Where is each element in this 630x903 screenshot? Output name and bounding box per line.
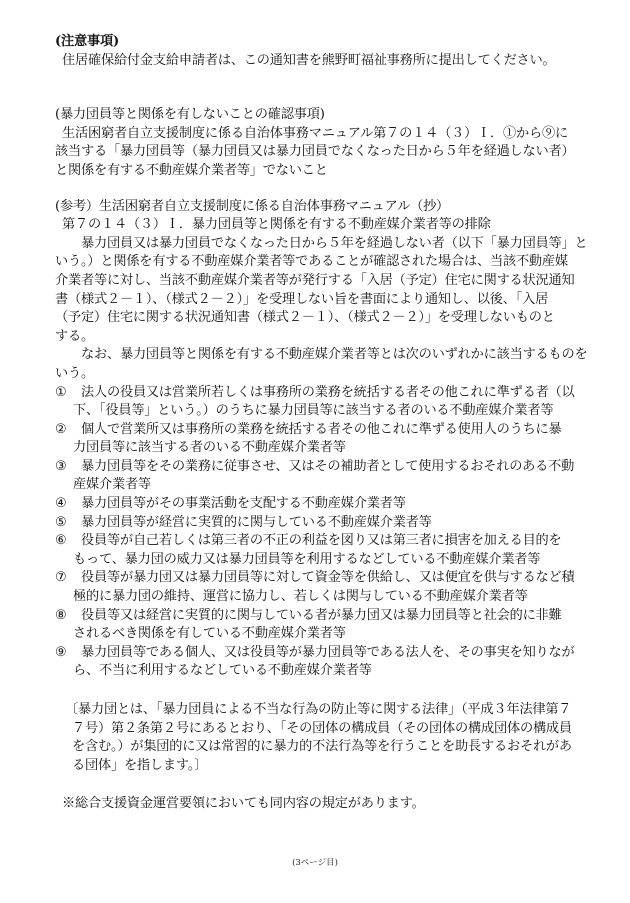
confirmation-line: 生活困窮者自立支援制度に係る自治体事務マニュアル第７の１４（３）Ｉ．①から⑨に	[62, 125, 568, 141]
criteria-list	[55, 384, 585, 682]
definition-line: る団体」を指します。〕	[72, 757, 208, 773]
list-item: ④ 暴力団員等がその事業活動を支配する不動産媒介業者等	[55, 496, 406, 512]
paragraph-line: 介業者等に対し、当該不動産媒介業者等が発行する「入居（予定）住宅に関する状況通知	[55, 272, 575, 288]
list-item: ⑦ 役員等が暴力団又は暴力団員等に対して資金等を供給し、又は便宜を供与するなど積	[55, 570, 575, 586]
list-item-continuation: 極的に暴力団の維持、運営に協力し、若しくは関与している不動産媒介業者等	[73, 589, 528, 605]
definition-line: を含む。）が集団的に又は常習的に暴力的不法行為等を行うことを助長するおそれがあ	[72, 739, 572, 755]
paragraph-line: 暴力団員又は暴力団員でなくなった日から５年を経過しない者（以下「暴力団員等」と	[81, 235, 588, 251]
section-title: 第７の１４（３）Ｉ．暴力団員等と関係を有する不動産媒介業者等の排除	[62, 217, 491, 233]
notice-body: 住居確保給付金支給申請者は、この通知書を熊野町福祉事務所に提出してください。	[62, 52, 556, 68]
list-item: ② 個人で営業所又は事務所の業務を統括する者その他これに準ずる使用人のうちに暴	[55, 421, 562, 437]
list-item-continuation: 力団員等に該当する者のいる不動産媒介業者等	[73, 440, 346, 456]
list-item-continuation: 産媒介業者等	[73, 477, 151, 493]
paragraph-line: 書（様式２－１）、（様式２－２）」を受理しない旨を書面により通知し、以後、「入居	[55, 291, 549, 307]
note-text: ※総合支援資金運営要領においても同内容の規定があります。	[62, 796, 425, 812]
list-item-continuation: 下、「役員等」という。）のうちに暴力団員等に該当する者のいる不動産媒介業者等	[73, 403, 554, 419]
page-number: (3ページ目)	[292, 858, 338, 868]
list-item: ⑨ 暴力団員等である個人、又は役員等が暴力団員等である法人を、その事実を知りなが	[55, 644, 575, 660]
reference-heading: (参考）生活困窮者自立支援制度に係る自治体事務マニュアル（抄）	[55, 198, 450, 214]
confirmation-line: 該当する「暴力団員等（暴力団員又は暴力団員でなくなった日から５年を経過しない者）	[55, 144, 575, 160]
definition-line: ７号）第２条第２号にあるとおり、「その団体の構成員（その団体の構成団体の構成員	[72, 720, 572, 736]
list-item: ⑧ 役員等又は経営に実質的に関与している者が暴力団又は暴力団員等と社会的に非難	[55, 607, 562, 623]
list-item: ③ 暴力団員等をその業務に従事させ、又はその補助者として使用するおそれのある不動	[55, 458, 575, 474]
list-item: ① 法人の役員又は営業所若しくは事務所の業務を統括する者その他これに準ずる者（以	[55, 384, 575, 400]
paragraph-line: いう。	[55, 365, 94, 381]
document-page	[55, 33, 588, 814]
list-item-continuation: ら、不当に利用するなどしている不動産媒介業者等	[73, 663, 372, 679]
list-item: ⑤ 暴力団員等が経営に実質的に関与している不動産媒介業者等	[55, 514, 432, 530]
definition-line: 〔暴力団とは、「暴力団員による不当な行為の防止等に関する法律」（平成３年法律第７	[65, 702, 572, 717]
confirmation-heading: (暴力団員等と関係を有しないことの確認事項)	[55, 107, 325, 123]
paragraph-line: する。	[55, 328, 94, 344]
notice-heading: (注意事項)	[55, 34, 120, 49]
definition-block	[55, 701, 585, 775]
list-item-continuation: されるべき関係を有している不動産媒介業者等	[73, 626, 346, 642]
paragraph-line: なお、暴力団員等と関係を有する不動産媒介業者等とは次のいずれかに該当するものを	[81, 347, 588, 363]
paragraph-line: いう。）と関係を有する不動産媒介業者等であることが確認された場合は、当該不動産媒	[55, 254, 568, 270]
confirmation-line: と関係を有する不動産媒介業者等」でないこと	[55, 162, 328, 178]
paragraph-line: （予定）住宅に関する状況通知書（様式２－１）、（様式２－２）」を受理しないものと	[55, 310, 555, 326]
list-item-continuation: もって、暴力団の威力又は暴力団員等を利用するなどしている不動産媒介業者等	[73, 551, 541, 567]
list-item: ⑥ 役員等が自己若しくは第三者の不正の利益を図り又は第三者に損害を加える目的を	[55, 533, 562, 549]
